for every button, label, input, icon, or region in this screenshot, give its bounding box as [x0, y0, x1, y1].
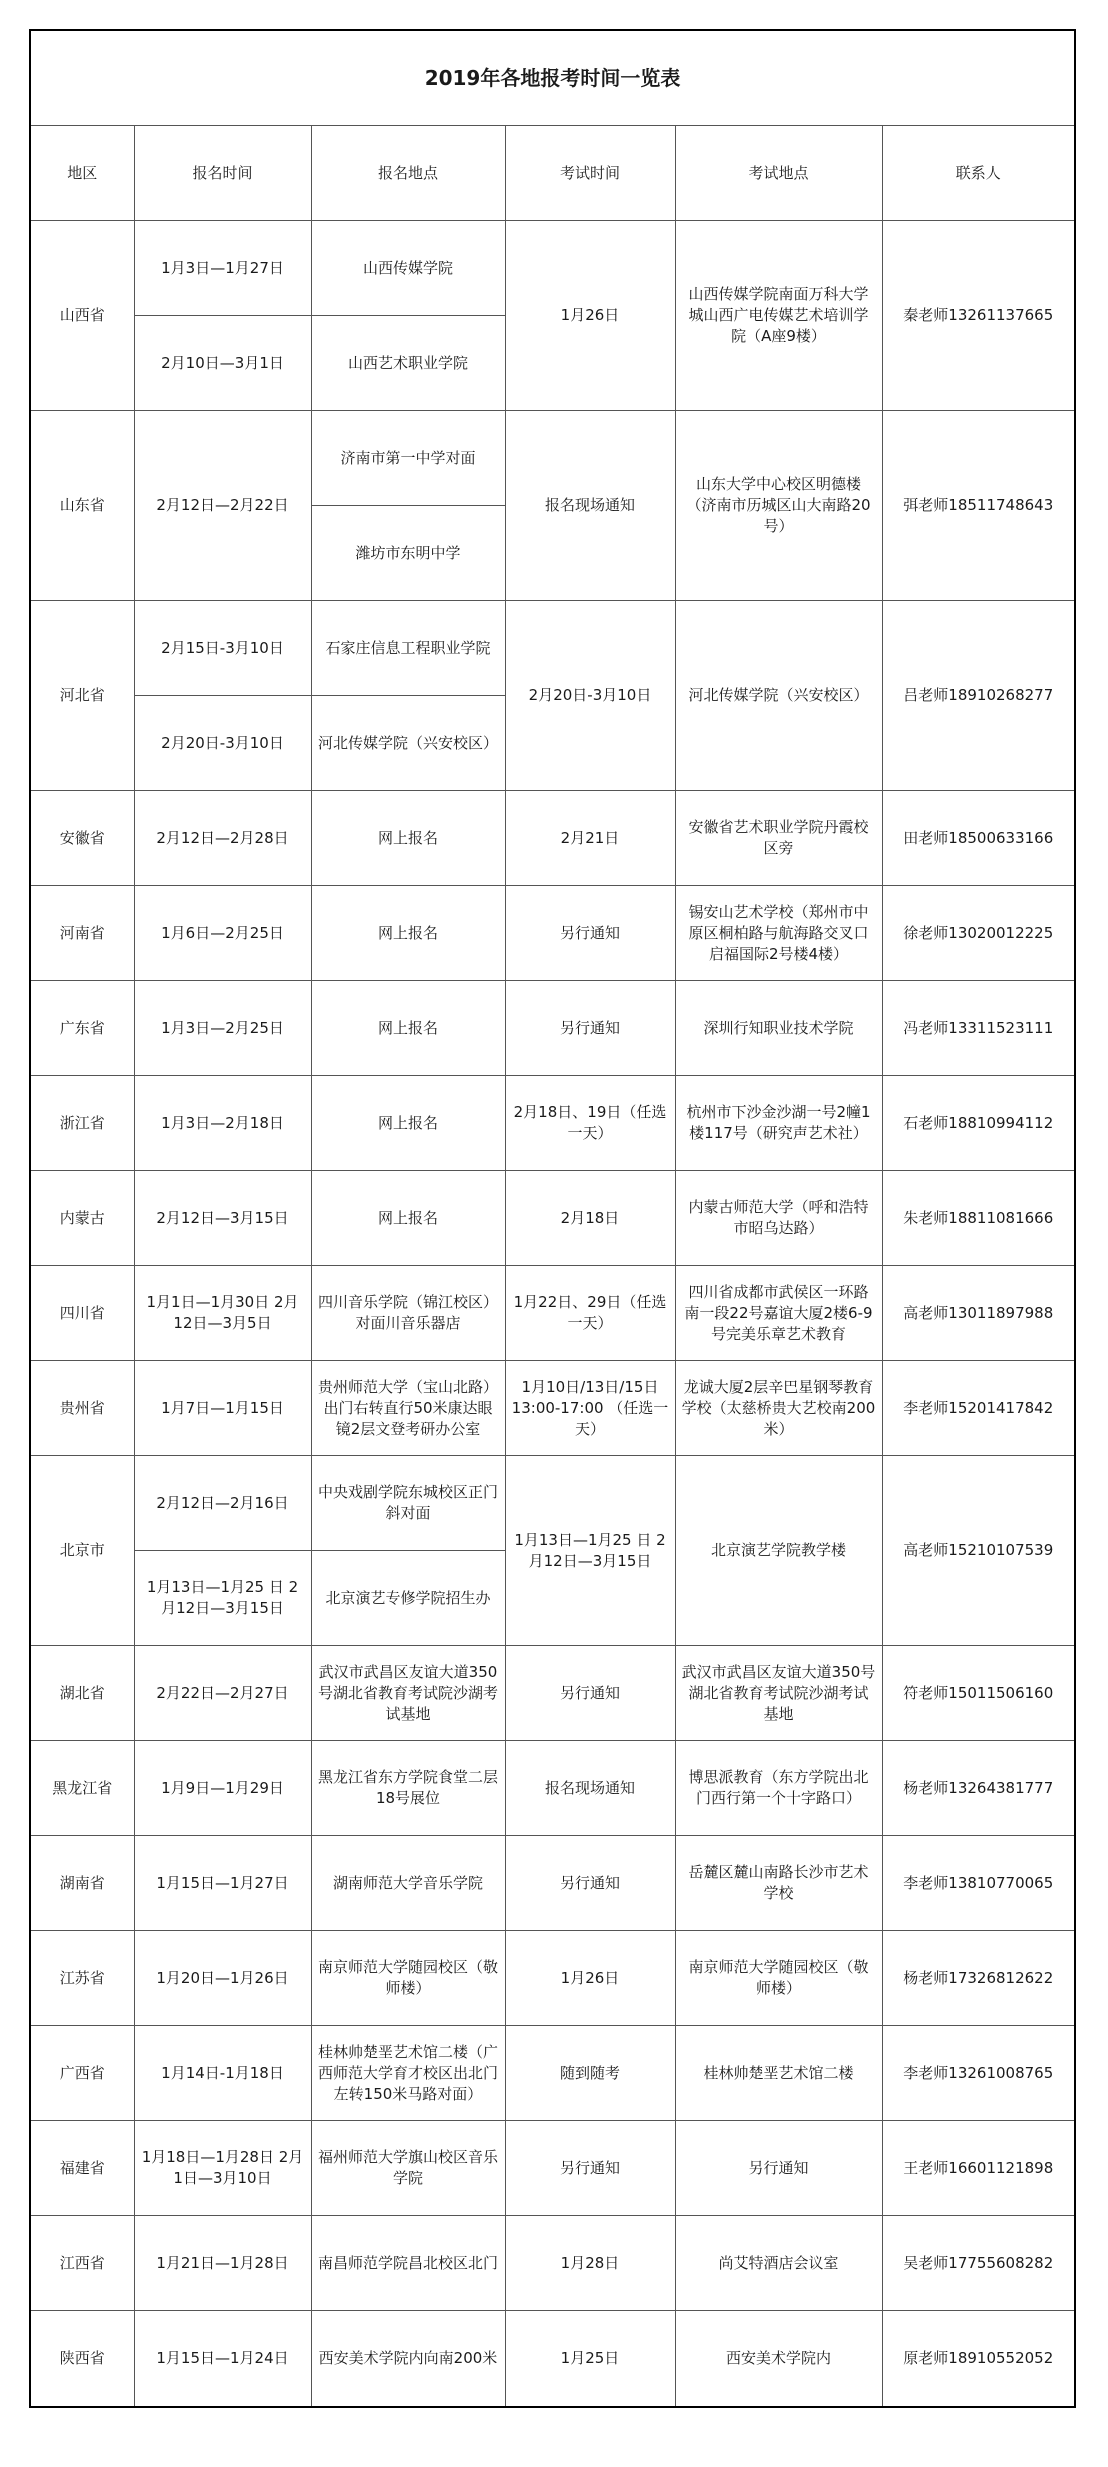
reg-place-cell: 潍坊市东明中学	[311, 506, 505, 601]
exam-time-cell: 另行通知	[505, 2121, 675, 2216]
table-row-guangxi	[30, 2026, 1075, 2121]
region-cell: 贵州省	[30, 1361, 134, 1456]
header-region: 地区	[30, 126, 134, 221]
table-row-hebei	[30, 601, 1075, 696]
header-reg-time: 报名时间	[134, 126, 311, 221]
reg-time-cell: 1月21日—1月28日	[134, 2216, 311, 2311]
exam-place-cell: 安徽省艺术职业学院丹霞校区旁	[675, 791, 882, 886]
reg-place-cell: 南京师范大学随园校区（敬师楼）	[311, 1931, 505, 2026]
reg-time-cell: 1月14日-1月18日	[134, 2026, 311, 2121]
exam-time-cell: 报名现场通知	[505, 411, 675, 601]
reg-place-cell: 河北传媒学院（兴安校区）	[311, 696, 505, 791]
exam-schedule-table	[29, 29, 1076, 2408]
title-row	[30, 30, 1075, 126]
contact-cell: 弭老师18511748643	[882, 411, 1075, 601]
reg-time-cell: 1月9日—1月29日	[134, 1741, 311, 1836]
exam-place-cell: 尚艾特酒店会议室	[675, 2216, 882, 2311]
exam-time-cell: 1月10日/13日/15日 13:00-17:00 （任选一天）	[505, 1361, 675, 1456]
exam-place-cell: 龙诚大厦2层辛巴星钢琴教育学校（太慈桥贵大艺校南200米）	[675, 1361, 882, 1456]
region-cell: 陕西省	[30, 2311, 134, 2407]
exam-place-cell: 内蒙古师范大学（呼和浩特市昭乌达路）	[675, 1171, 882, 1266]
exam-time-cell: 另行通知	[505, 1646, 675, 1741]
region-cell: 四川省	[30, 1266, 134, 1361]
reg-time-cell: 2月20日-3月10日	[134, 696, 311, 791]
exam-time-cell: 1月25日	[505, 2311, 675, 2407]
exam-place-cell: 武汉市武昌区友谊大道350号湖北省教育考试院沙湖考试基地	[675, 1646, 882, 1741]
exam-place-cell: 四川省成都市武侯区一环路南一段22号嘉谊大厦2楼6-9号完美乐章艺术教育	[675, 1266, 882, 1361]
header-row	[30, 126, 1075, 221]
exam-time-cell: 2月20日-3月10日	[505, 601, 675, 791]
exam-time-cell: 2月18日	[505, 1171, 675, 1266]
reg-place-cell: 网上报名	[311, 886, 505, 981]
contact-cell: 原老师18910552052	[882, 2311, 1075, 2407]
contact-cell: 符老师15011506160	[882, 1646, 1075, 1741]
exam-place-cell: 南京师范大学随园校区（敬师楼）	[675, 1931, 882, 2026]
table-row-guizhou	[30, 1361, 1075, 1456]
contact-cell: 田老师18500633166	[882, 791, 1075, 886]
contact-cell: 杨老师17326812622	[882, 1931, 1075, 2026]
exam-place-cell: 山东大学中心校区明德楼（济南市历城区山大南路20号）	[675, 411, 882, 601]
table-row-shanxi	[30, 221, 1075, 316]
contact-cell: 王老师16601121898	[882, 2121, 1075, 2216]
reg-time-cell: 1月7日—1月15日	[134, 1361, 311, 1456]
region-cell: 江苏省	[30, 1931, 134, 2026]
contact-cell: 高老师15210107539	[882, 1456, 1075, 1646]
exam-place-cell: 深圳行知职业技术学院	[675, 981, 882, 1076]
region-cell: 山西省	[30, 221, 134, 411]
region-cell: 广东省	[30, 981, 134, 1076]
contact-cell: 杨老师13264381777	[882, 1741, 1075, 1836]
reg-place-cell: 网上报名	[311, 1076, 505, 1171]
table-row-heilongjiang	[30, 1741, 1075, 1836]
reg-time-cell: 1月6日—2月25日	[134, 886, 311, 981]
reg-place-cell: 济南市第一中学对面	[311, 411, 505, 506]
contact-cell: 石老师18810994112	[882, 1076, 1075, 1171]
reg-place-cell: 北京演艺专修学院招生办	[311, 1551, 505, 1646]
reg-place-cell: 西安美术学院内向南200米	[311, 2311, 505, 2407]
table-row-jiangxi	[30, 2216, 1075, 2311]
region-cell: 内蒙古	[30, 1171, 134, 1266]
reg-time-cell: 2月12日—2月16日	[134, 1456, 311, 1551]
reg-time-cell: 1月15日—1月27日	[134, 1836, 311, 1931]
contact-cell: 李老师13810770065	[882, 1836, 1075, 1931]
exam-place-cell: 另行通知	[675, 2121, 882, 2216]
exam-time-cell: 2月21日	[505, 791, 675, 886]
exam-time-cell: 报名现场通知	[505, 1741, 675, 1836]
region-cell: 河南省	[30, 886, 134, 981]
table-row-anhui	[30, 791, 1075, 886]
reg-place-cell: 山西艺术职业学院	[311, 316, 505, 411]
reg-place-cell: 桂林帅楚垩艺术馆二楼（广西师范大学育才校区出北门左转150米马路对面）	[311, 2026, 505, 2121]
exam-time-cell: 另行通知	[505, 981, 675, 1076]
reg-place-cell: 黑龙江省东方学院食堂二层18号展位	[311, 1741, 505, 1836]
exam-time-cell: 1月26日	[505, 1931, 675, 2026]
reg-time-cell: 1月1日—1月30日 2月12日—3月5日	[134, 1266, 311, 1361]
reg-place-cell: 南昌师范学院昌北校区北门	[311, 2216, 505, 2311]
reg-time-cell: 1月20日—1月26日	[134, 1931, 311, 2026]
region-cell: 江西省	[30, 2216, 134, 2311]
reg-place-cell: 石家庄信息工程职业学院	[311, 601, 505, 696]
exam-time-cell: 1月28日	[505, 2216, 675, 2311]
header-contact: 联系人	[882, 126, 1075, 221]
reg-time-cell: 2月12日—3月15日	[134, 1171, 311, 1266]
reg-time-cell: 2月22日—2月27日	[134, 1646, 311, 1741]
table-row-neimenggu	[30, 1171, 1075, 1266]
exam-place-cell: 岳麓区麓山南路长沙市艺术学校	[675, 1836, 882, 1931]
region-cell: 福建省	[30, 2121, 134, 2216]
contact-cell: 徐老师13020012225	[882, 886, 1075, 981]
exam-place-cell: 西安美术学院内	[675, 2311, 882, 2407]
reg-place-cell: 武汉市武昌区友谊大道350号湖北省教育考试院沙湖考试基地	[311, 1646, 505, 1741]
exam-place-cell: 北京演艺学院教学楼	[675, 1456, 882, 1646]
region-cell: 山东省	[30, 411, 134, 601]
table-row-fujian	[30, 2121, 1075, 2216]
exam-place-cell: 山西传媒学院南面万科大学城山西广电传媒艺术培训学院（A座9楼）	[675, 221, 882, 411]
reg-time-cell: 1月3日—2月18日	[134, 1076, 311, 1171]
exam-time-cell: 2月18日、19日（任选一天）	[505, 1076, 675, 1171]
reg-place-cell: 福州师范大学旗山校区音乐学院	[311, 2121, 505, 2216]
region-cell: 河北省	[30, 601, 134, 791]
reg-time-cell: 1月18日—1月28日 2月1日—3月10日	[134, 2121, 311, 2216]
header-exam-place: 考试地点	[675, 126, 882, 221]
exam-time-cell: 1月13日—1月25 日 2月12日—3月15日	[505, 1456, 675, 1646]
reg-place-cell: 贵州师范大学（宝山北路）出门右转直行50米康达眼镜2层文登考研办公室	[311, 1361, 505, 1456]
exam-place-cell: 河北传媒学院（兴安校区）	[675, 601, 882, 791]
region-cell: 湖南省	[30, 1836, 134, 1931]
header-reg-place: 报名地点	[311, 126, 505, 221]
contact-cell: 冯老师13311523111	[882, 981, 1075, 1076]
contact-cell: 高老师13011897988	[882, 1266, 1075, 1361]
table-row-guangdong	[30, 981, 1075, 1076]
reg-place-cell: 四川音乐学院（锦江校区）对面川音乐器店	[311, 1266, 505, 1361]
reg-time-cell: 2月12日—2月28日	[134, 791, 311, 886]
reg-time-cell: 1月3日—2月25日	[134, 981, 311, 1076]
exam-place-cell: 桂林帅楚垩艺术馆二楼	[675, 2026, 882, 2121]
reg-place-cell: 山西传媒学院	[311, 221, 505, 316]
table-row-shandong	[30, 411, 1075, 506]
reg-time-cell: 1月13日—1月25 日 2月12日—3月15日	[134, 1551, 311, 1646]
table-row-shaanxi	[30, 2311, 1075, 2407]
exam-time-cell: 随到随考	[505, 2026, 675, 2121]
contact-cell: 李老师13261008765	[882, 2026, 1075, 2121]
header-exam-time: 考试时间	[505, 126, 675, 221]
reg-time-cell: 2月15日-3月10日	[134, 601, 311, 696]
table-row-henan	[30, 886, 1075, 981]
table-row-jiangsu	[30, 1931, 1075, 2026]
reg-time-cell: 1月15日—1月24日	[134, 2311, 311, 2407]
table-row-zhejiang	[30, 1076, 1075, 1171]
exam-place-cell: 锡安山艺术学校（郑州市中原区桐柏路与航海路交叉口启福国际2号楼4楼）	[675, 886, 882, 981]
region-cell: 浙江省	[30, 1076, 134, 1171]
reg-place-cell: 网上报名	[311, 981, 505, 1076]
reg-place-cell: 网上报名	[311, 791, 505, 886]
region-cell: 湖北省	[30, 1646, 134, 1741]
exam-time-cell: 另行通知	[505, 1836, 675, 1931]
reg-time-cell: 1月3日—1月27日	[134, 221, 311, 316]
region-cell: 安徽省	[30, 791, 134, 886]
exam-time-cell: 1月22日、29日（任选一天）	[505, 1266, 675, 1361]
region-cell: 黑龙江省	[30, 1741, 134, 1836]
contact-cell: 李老师15201417842	[882, 1361, 1075, 1456]
exam-place-cell: 博思派教育（东方学院出北门西行第一个十字路口）	[675, 1741, 882, 1836]
reg-place-cell: 湖南师范大学音乐学院	[311, 1836, 505, 1931]
reg-place-cell: 网上报名	[311, 1171, 505, 1266]
exam-place-cell: 杭州市下沙金沙湖一号2幢1楼117号（研究声艺术社）	[675, 1076, 882, 1171]
exam-time-cell: 另行通知	[505, 886, 675, 981]
table-row-sichuan	[30, 1266, 1075, 1361]
table-title: 2019年各地报考时间一览表	[30, 30, 1075, 126]
contact-cell: 秦老师13261137665	[882, 221, 1075, 411]
table-row-beijing	[30, 1456, 1075, 1551]
region-cell: 北京市	[30, 1456, 134, 1646]
region-cell: 广西省	[30, 2026, 134, 2121]
contact-cell: 朱老师18811081666	[882, 1171, 1075, 1266]
exam-time-cell: 1月26日	[505, 221, 675, 411]
reg-time-cell: 2月12日—2月22日	[134, 411, 311, 601]
reg-time-cell: 2月10日—3月1日	[134, 316, 311, 411]
contact-cell: 吕老师18910268277	[882, 601, 1075, 791]
table-row-hubei	[30, 1646, 1075, 1741]
contact-cell: 吴老师17755608282	[882, 2216, 1075, 2311]
table-row-hunan	[30, 1836, 1075, 1931]
reg-place-cell: 中央戏剧学院东城校区正门斜对面	[311, 1456, 505, 1551]
